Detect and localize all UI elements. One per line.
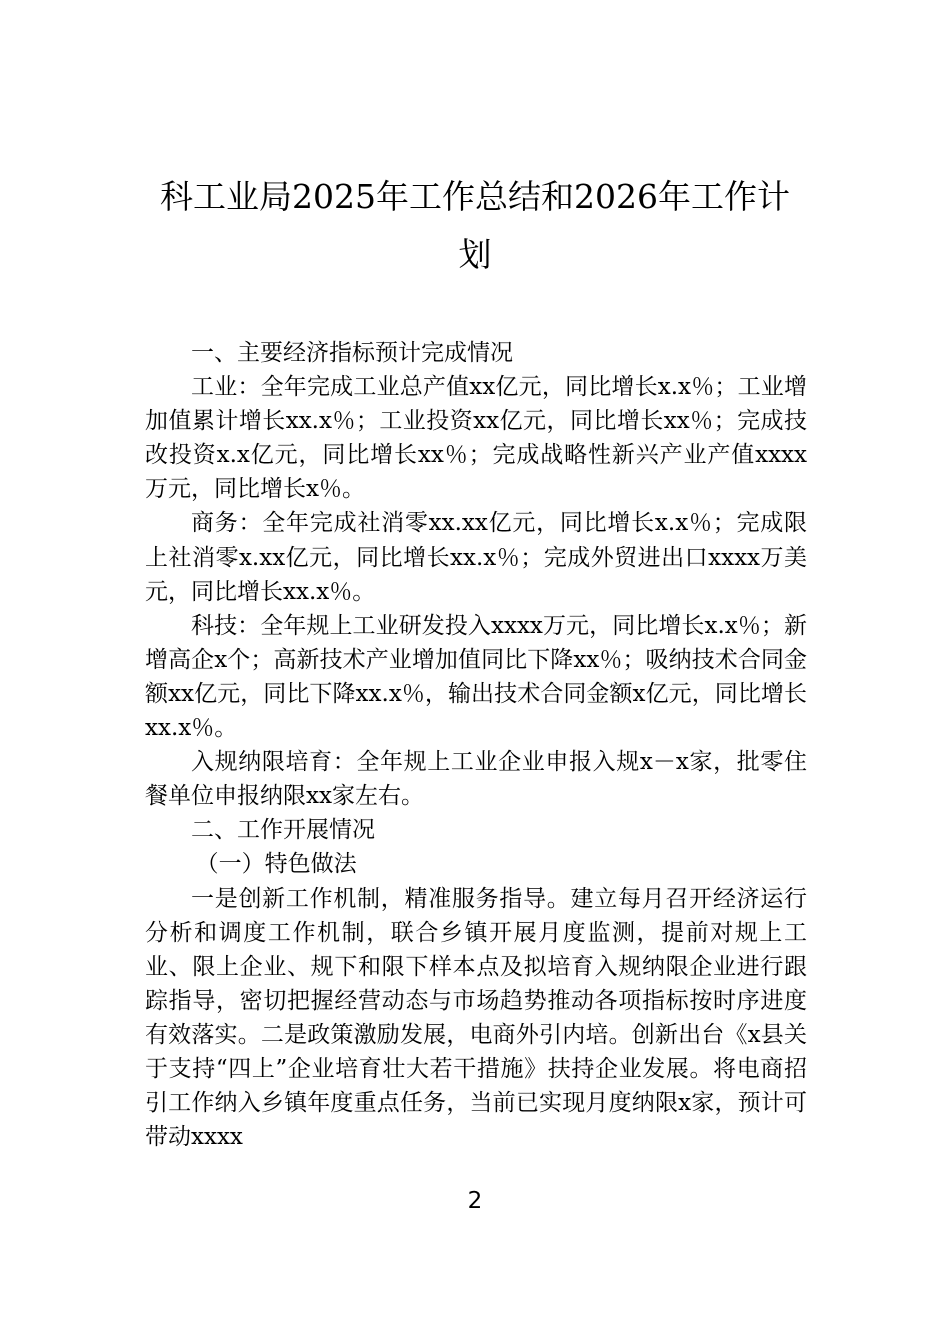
- paragraph-industry: 工业：全年完成工业总产值xx亿元，同比增长x.x％；工业增加值累计增长xx.x％；工业投资xx亿元，同比增长xx％；完成技改投资x.x亿元，同比增长xx％；完成战略性新兴产业产值xxxx万元，同比增长x％。: [145, 374, 808, 503]
- paragraph-commerce: 商务：全年完成社消零xx.xx亿元，同比增长x.x％；完成限上社消零x.xx亿元，同比增长xx.x％；完成外贸进出口xxxx万美元，同比增长xx.x％。: [145, 510, 807, 605]
- section-heading-2: 二、工作开展情况: [191, 817, 375, 844]
- section-heading-1: 一、主要经济指标预计完成情况: [191, 340, 513, 366]
- paragraph-technology: 科技：全年规上工业研发投入xxxx万元，同比增长x.x％；新增高企x个；高新技术产业增加值同比下降xx％；吸纳技术合同金额xx亿元，同比下降xx.x％，输出技术合同金额x亿元，同比增长xx.x％。: [145, 612, 807, 742]
- paragraph-practices: 一是创新工作机制，精准服务指导。建立每月召开经济运行分析和调度工作机制，联合乡镇开展月度监测，提前对规上工业、限上企业、规下和限下样本点及拟培育入规纳限企业进行跟踪指导，密切把握经营动态与市场趋势推动各项指标按时序进度有效落实。二是政策激励发展，电商外引内培。创新出台《x县关于支持“四上”企业培育壮大若干措施》扶持企业发展。将电商招引工作纳入乡镇年度重点任务，当前已实现月度纳限x家，预计可带动xxxx: [145, 885, 807, 1151]
- page-number: 2: [467, 1188, 483, 1214]
- document-title-line-2: 划: [458, 235, 492, 274]
- document-body: [145, 336, 807, 1154]
- document-title-line-1: 科工业局2025年工作总结和2026年工作计: [160, 177, 790, 216]
- document-title: [120, 168, 830, 284]
- paragraph-cultivation: 入规纳限培育：全年规上工业企业申报入规x－x家，批零住餐单位申报纳限xx家左右。: [145, 749, 807, 810]
- subsection-heading-1: （一）特色做法: [195, 851, 357, 878]
